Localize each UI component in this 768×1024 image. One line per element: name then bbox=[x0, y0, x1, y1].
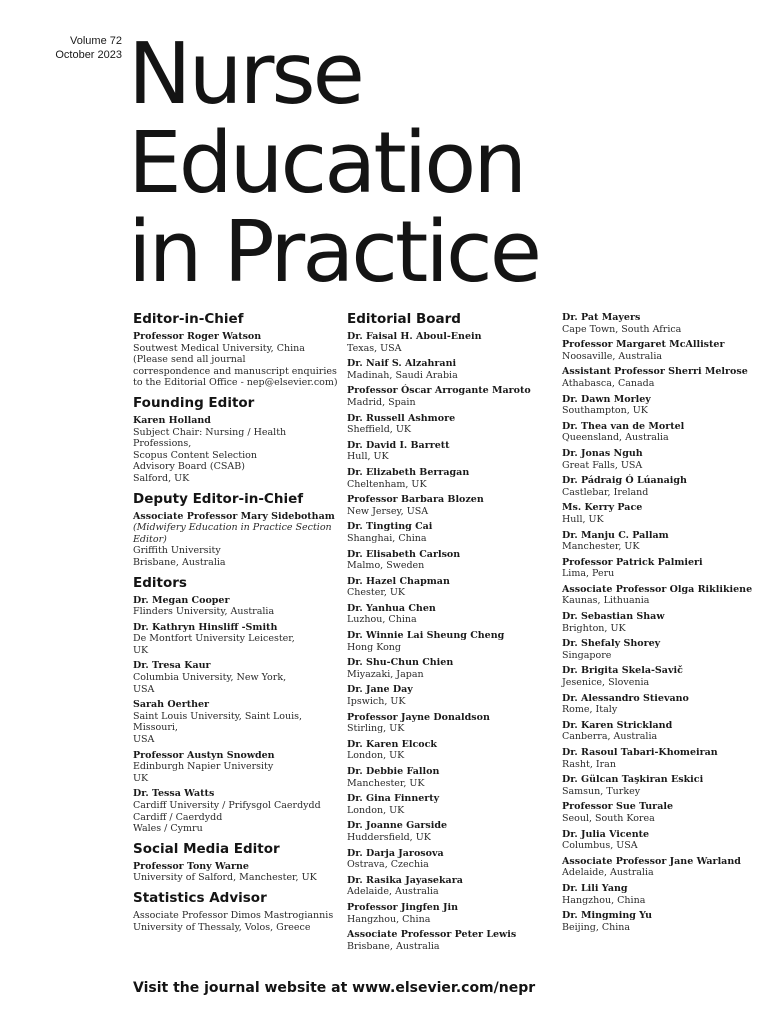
person-entry bbox=[133, 861, 338, 884]
person-entry bbox=[562, 339, 762, 362]
person-affiliation: Cheltenham, UK bbox=[347, 478, 427, 490]
section-heading: Deputy Editor-in-Chief bbox=[133, 490, 304, 507]
person-entry bbox=[347, 793, 552, 816]
person-affiliation: Huddersfield, UK bbox=[347, 831, 431, 843]
person-affiliation: Singapore bbox=[562, 649, 612, 661]
person-affiliation: Manchester, UK bbox=[347, 777, 425, 789]
person-name: Dr. Kathryn Hinsliff -Smith bbox=[133, 621, 278, 633]
person-entry bbox=[347, 766, 552, 789]
person-entry bbox=[562, 856, 762, 879]
person-name: Dr. Rasoul Tabari-Khomeiran bbox=[562, 747, 718, 758]
person-name: Assistant Professor Sherri Melrose bbox=[562, 366, 748, 378]
person-entry bbox=[133, 660, 338, 695]
person-affiliation: Brisbane, Australia bbox=[347, 940, 440, 952]
person-name: Dr. Tresa Kaur bbox=[133, 660, 211, 672]
person-affiliation: Columbia University, New York, bbox=[133, 672, 287, 684]
person-affiliation: USA bbox=[133, 734, 155, 746]
person-name: Professor Óscar Arrogante Maroto bbox=[347, 385, 531, 397]
person-entry bbox=[133, 788, 338, 834]
person-affiliation: Cardiff / Caerdydd bbox=[133, 811, 223, 823]
person-affiliation: UK bbox=[133, 772, 149, 784]
person-entry bbox=[562, 774, 762, 797]
person-name: Associate Professor Peter Lewis bbox=[347, 929, 517, 941]
person-entry bbox=[347, 358, 552, 381]
section-heading: Editor-in-Chief bbox=[133, 311, 244, 327]
person-entry bbox=[562, 747, 762, 770]
person-affiliation: Griffith University bbox=[133, 545, 221, 557]
editorial-section bbox=[133, 840, 338, 884]
person-name: Dr. Joanne Garside bbox=[347, 820, 448, 832]
person-affiliation: Jesenice, Slovenia bbox=[562, 677, 650, 689]
person-affiliation: Stirling, UK bbox=[347, 723, 405, 735]
person-affiliation: London, UK bbox=[347, 804, 405, 816]
issue-info bbox=[40, 34, 122, 62]
person-affiliation: Luzhou, China bbox=[347, 614, 417, 626]
person-entry bbox=[562, 801, 762, 824]
editorial-section bbox=[133, 490, 338, 569]
person-entry bbox=[562, 475, 762, 498]
person-name: Dr. Julia Vicente bbox=[562, 828, 650, 840]
person-affiliation: Advisory Board (CSAB) bbox=[133, 461, 245, 473]
person-affiliation: Castlebar, Ireland bbox=[562, 486, 649, 498]
person-entry bbox=[347, 820, 552, 843]
person-entry bbox=[562, 421, 762, 444]
person-entry bbox=[347, 739, 552, 762]
section-heading: Statistics Advisor bbox=[133, 889, 267, 906]
person-name: Dr. Jonas Nguh bbox=[562, 447, 643, 459]
person-name: Professor Barbara Blozen bbox=[347, 494, 484, 506]
person-role-note: (Midwifery Education in Practice Section bbox=[133, 522, 332, 534]
person-affiliation: USA bbox=[133, 683, 155, 695]
column-editors bbox=[133, 310, 338, 938]
editorial-section bbox=[133, 310, 338, 389]
person-affiliation: Athabasca, Canada bbox=[562, 377, 655, 389]
person-entry bbox=[347, 549, 552, 572]
person-name: Dr. Gina Finnerty bbox=[347, 793, 440, 805]
person-name: Dr. Darja Jarosova bbox=[347, 847, 444, 859]
person-affiliation: Hangzhou, China bbox=[562, 894, 646, 906]
person-affiliation: Edinburgh Napier University bbox=[133, 761, 274, 773]
person-name: Dr. Faisal H. Aboul-Enein bbox=[347, 331, 482, 342]
person-affiliation: correspondence and manuscript enquiries bbox=[133, 365, 337, 377]
person-affiliation: Chester, UK bbox=[347, 587, 405, 599]
person-entry bbox=[133, 415, 338, 485]
section-heading: Social Media Editor bbox=[133, 840, 280, 857]
column-editorial-board bbox=[347, 310, 552, 957]
person-name: Dr. Shu-Chun Chien bbox=[347, 657, 454, 669]
person-affiliation: De Montfort University Leicester, bbox=[133, 633, 295, 645]
person-name: Professor Roger Watson bbox=[133, 331, 262, 342]
person-entry bbox=[133, 750, 338, 785]
person-name: Dr. Pádraig Ó Lúanaigh bbox=[562, 475, 687, 487]
person-name: Professor Sue Turale bbox=[562, 801, 673, 813]
person-entry bbox=[133, 511, 338, 569]
person-affiliation: Saint Louis University, Saint Louis, Missouri, bbox=[133, 710, 303, 734]
person-name: Dr. Brigita Skela-Savič bbox=[562, 665, 683, 677]
person-affiliation: Cardiff University / Prifysgol Caerdydd bbox=[133, 800, 321, 811]
person-affiliation: Wales / Cymru bbox=[133, 823, 203, 835]
person-name: Dr. Lili Yang bbox=[562, 882, 628, 894]
person-affiliation: Madrid, Spain bbox=[347, 396, 416, 408]
person-name: Dr. Karen Strickland bbox=[562, 719, 673, 731]
person-name: Dr. Gülcan Taşkiran Eskici bbox=[562, 774, 704, 786]
person-entry bbox=[347, 576, 552, 599]
person-affiliation: Salford, UK bbox=[133, 472, 190, 484]
person-name: Karen Holland bbox=[133, 414, 211, 426]
person-affiliation: to the Editorial Office - nep@elsevier.com) bbox=[133, 377, 338, 389]
person-affiliation: University of Thessaly, Volos, Greece bbox=[133, 921, 311, 933]
person-entry bbox=[562, 394, 762, 417]
person-name: Associate Professor Olga Riklikiene bbox=[562, 583, 753, 595]
person-entry bbox=[562, 693, 762, 716]
person-name: Dr. Pat Mayers bbox=[562, 312, 641, 323]
person-entry bbox=[133, 331, 338, 389]
person-affiliation: UK bbox=[133, 644, 149, 656]
person-entry bbox=[562, 829, 762, 852]
person-affiliation: Adelaide, Australia bbox=[347, 886, 439, 898]
person-name: Professor Jayne Donaldson bbox=[347, 711, 490, 723]
person-name: Dr. Naif S. Alzahrani bbox=[347, 358, 457, 370]
person-affiliation: Sheffield, UK bbox=[347, 424, 411, 436]
person-affiliation: Associate Professor Dimos Mastrogiannis bbox=[133, 909, 334, 921]
person-affiliation: Rasht, Iran bbox=[562, 758, 616, 770]
person-entry bbox=[133, 699, 338, 745]
column-editorial-board-continued bbox=[562, 312, 762, 938]
person-entry bbox=[133, 622, 338, 657]
person-name: Dr. Rasika Jayasekara bbox=[347, 874, 463, 886]
person-affiliation: Columbus, USA bbox=[562, 840, 638, 852]
editorial-section bbox=[562, 312, 762, 933]
title-line: Nurse bbox=[128, 25, 362, 124]
person-name: Dr. Shefaly Shorey bbox=[562, 638, 661, 650]
person-affiliation: Rome, Italy bbox=[562, 704, 618, 716]
person-affiliation: Madinah, Saudi Arabia bbox=[347, 369, 458, 381]
person-affiliation: Beijing, China bbox=[562, 921, 631, 933]
person-entry bbox=[347, 413, 552, 436]
person-entry bbox=[347, 902, 552, 925]
person-affiliation: Hangzhou, China bbox=[347, 913, 431, 925]
person-name: Professor Patrick Palmieri bbox=[562, 556, 703, 568]
person-name: Sarah Oerther bbox=[133, 699, 210, 711]
person-affiliation: Canberra, Australia bbox=[562, 731, 658, 743]
person-entry bbox=[562, 366, 762, 389]
editorial-section bbox=[133, 394, 338, 485]
person-entry bbox=[133, 595, 338, 618]
person-name: Dr. Karen Elcock bbox=[347, 738, 437, 750]
person-name: Dr. Elizabeth Berragan bbox=[347, 466, 470, 478]
person-affiliation: Flinders University, Australia bbox=[133, 606, 275, 618]
person-entry bbox=[562, 584, 762, 607]
person-affiliation: University of Salford, Manchester, UK bbox=[133, 872, 317, 884]
person-entry bbox=[562, 312, 762, 335]
person-entry bbox=[562, 502, 762, 525]
person-name: Dr. Mingming Yu bbox=[562, 910, 653, 922]
person-name: Dr. Winnie Lai Sheung Cheng bbox=[347, 630, 505, 642]
title-line: Education bbox=[128, 114, 525, 213]
person-affiliation: Ostrava, Czechia bbox=[347, 859, 429, 871]
person-affiliation: Lima, Peru bbox=[562, 568, 615, 580]
person-name: Professor Margaret McAllister bbox=[562, 339, 725, 351]
person-entry bbox=[562, 448, 762, 471]
person-name: Dr. Jane Day bbox=[347, 684, 413, 696]
person-name: Dr. Hazel Chapman bbox=[347, 575, 450, 587]
person-affiliation: Southampton, UK bbox=[562, 405, 648, 417]
person-name: Dr. Tessa Watts bbox=[133, 788, 215, 800]
person-entry bbox=[347, 848, 552, 871]
person-affiliation: New Jersey, USA bbox=[347, 505, 429, 517]
person-name: Associate Professor Mary Sidebotham bbox=[133, 510, 335, 522]
person-name: Dr. Alessandro Stievano bbox=[562, 692, 689, 704]
person-name: Ms. Kerry Pace bbox=[562, 502, 643, 514]
person-affiliation: Queensland, Australia bbox=[562, 432, 669, 444]
editorial-section bbox=[133, 574, 338, 835]
person-affiliation: Noosaville, Australia bbox=[562, 350, 663, 362]
person-entry bbox=[347, 630, 552, 653]
person-name: Associate Professor Jane Warland bbox=[562, 855, 741, 867]
person-affiliation: Hull, UK bbox=[562, 513, 604, 525]
person-affiliation: Scopus Content Selection bbox=[133, 449, 257, 461]
person-name: Professor Jingfen Jin bbox=[347, 901, 458, 913]
person-entry bbox=[562, 910, 762, 933]
journal-title bbox=[128, 25, 540, 302]
volume-label: Volume 72 bbox=[70, 35, 122, 47]
person-entry bbox=[562, 530, 762, 553]
issue-date: October 2023 bbox=[55, 49, 122, 61]
person-entry bbox=[347, 331, 552, 354]
title-line: in Practice bbox=[128, 203, 540, 302]
person-name: Dr. Manju C. Pallam bbox=[562, 529, 669, 541]
person-entry bbox=[347, 712, 552, 735]
person-entry bbox=[347, 467, 552, 490]
person-affiliation: Adelaide, Australia bbox=[562, 867, 654, 879]
person-entry bbox=[562, 638, 762, 661]
person-role-note: Editor) bbox=[133, 533, 167, 545]
person-name: Dr. Russell Ashmore bbox=[347, 412, 456, 424]
person-entry bbox=[347, 684, 552, 707]
person-affiliation: Texas, USA bbox=[347, 342, 402, 354]
person-entry bbox=[562, 665, 762, 688]
person-affiliation: Kaunas, Lithuania bbox=[562, 595, 650, 607]
person-affiliation: Manchester, UK bbox=[562, 541, 640, 553]
person-entry bbox=[347, 440, 552, 463]
person-name: Dr. Tingting Cai bbox=[347, 521, 433, 533]
person-entry bbox=[347, 603, 552, 626]
person-name: Dr. Dawn Morley bbox=[562, 393, 651, 405]
person-affiliation: London, UK bbox=[347, 750, 405, 762]
person-entry bbox=[347, 494, 552, 517]
person-entry bbox=[347, 385, 552, 408]
person-entry bbox=[562, 557, 762, 580]
person-affiliation: Brisbane, Australia bbox=[133, 556, 226, 568]
person-affiliation: Samsun, Turkey bbox=[562, 785, 641, 797]
editorial-section bbox=[347, 310, 552, 952]
section-heading: Editorial Board bbox=[347, 311, 461, 327]
person-entry bbox=[347, 875, 552, 898]
person-affiliation: (Please send all journal bbox=[133, 354, 246, 366]
person-name: Dr. Thea van de Mortel bbox=[562, 420, 685, 432]
person-affiliation: Hull, UK bbox=[347, 451, 389, 463]
person-name: Dr. Megan Cooper bbox=[133, 594, 230, 606]
section-heading: Founding Editor bbox=[133, 394, 255, 411]
person-affiliation: Seoul, South Korea bbox=[562, 812, 655, 824]
person-name: Dr. Sebastian Shaw bbox=[562, 611, 665, 623]
person-affiliation: Soutwest Medical University, China bbox=[133, 342, 305, 354]
person-name: Dr. Yanhua Chen bbox=[347, 602, 436, 614]
person-affiliation: Subject Chair: Nursing / Health Professions, bbox=[133, 426, 287, 450]
person-entry bbox=[347, 521, 552, 544]
person-affiliation: Cape Town, South Africa bbox=[562, 323, 682, 335]
person-name: Dr. David I. Barrett bbox=[347, 439, 450, 451]
person-affiliation: Great Falls, USA bbox=[562, 459, 643, 471]
person-name: Dr. Debbie Fallon bbox=[347, 766, 440, 777]
section-heading: Editors bbox=[133, 574, 187, 591]
person-entry bbox=[347, 657, 552, 680]
person-affiliation: Malmo, Sweden bbox=[347, 560, 425, 572]
person-affiliation: Ipswich, UK bbox=[347, 696, 406, 708]
person-entry bbox=[562, 611, 762, 634]
person-entry bbox=[562, 720, 762, 743]
person-affiliation: Hong Kong bbox=[347, 641, 401, 653]
person-name: Professor Tony Warne bbox=[133, 860, 249, 872]
person-name: Professor Austyn Snowden bbox=[133, 749, 275, 761]
person-entry bbox=[133, 910, 338, 933]
person-affiliation: Miyazaki, Japan bbox=[347, 668, 424, 680]
journal-website-note: Visit the journal website at www.elsevier.com/nepr bbox=[133, 980, 536, 996]
person-name: Dr. Elisabeth Carlson bbox=[347, 548, 461, 560]
editorial-section bbox=[133, 889, 338, 933]
person-affiliation: Brighton, UK bbox=[562, 622, 626, 634]
person-affiliation: Shanghai, China bbox=[347, 532, 427, 544]
person-entry bbox=[347, 929, 552, 952]
person-entry bbox=[562, 883, 762, 906]
